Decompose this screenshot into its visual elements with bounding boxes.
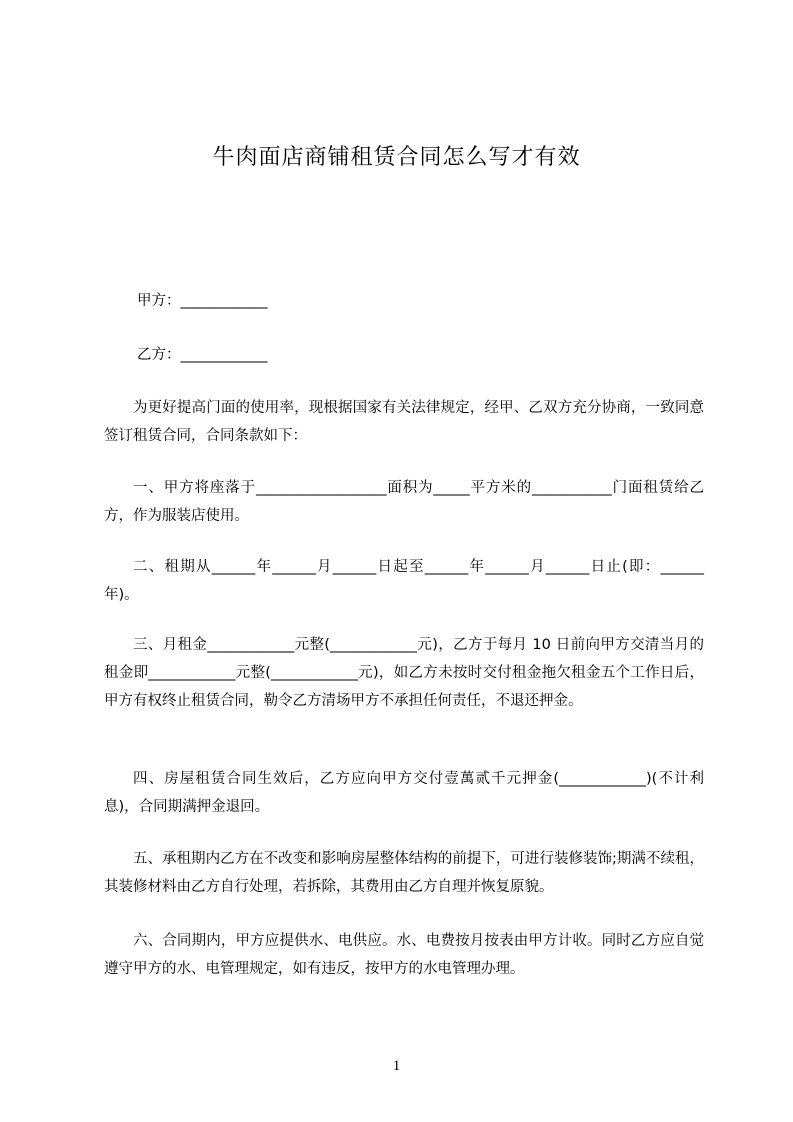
paragraph-clause-5: 五、承租期内乙方在不改变和影响房屋整体结构的前提下，可进行装修装饰;期满不续租，其装修材料由乙方自行处理，若拆除，其费用由乙方自理并恢复原貌。 xyxy=(104,851,704,895)
party-a-line: 甲方：____________ xyxy=(137,293,268,309)
paragraph-clause-4: 四、房屋租赁合同生效后，乙方应向甲方交付壹萬贰千元押金(____________)(不计利息)，合同期满押金退回。 xyxy=(104,771,704,815)
document-title: 牛肉面店商铺租赁合同怎么写才有效 xyxy=(212,145,581,170)
page-number: 1 xyxy=(392,1058,401,1074)
paragraph-clause-6: 六、合同期内，甲方应提供水、电供应。水、电费按月按表由甲方计收。同时乙方应自觉遵守甲方的水、电管理规定，如有违反，按甲方的水电管理办理。 xyxy=(104,933,704,977)
paragraph-clause-1: 一、甲方将座落于__________________面积为_____平方米的___________门面租赁给乙方，作为服装店使用。 xyxy=(104,480,704,524)
paragraph-intro: 为更好提高门面的使用率，现根据国家有关法律规定，经甲、乙双方充分协商，一致同意签订租赁合同，合同条款如下： xyxy=(104,400,704,444)
party-b-line: 乙方：____________ xyxy=(137,347,268,363)
paragraph-clause-3: 三、月租金____________元整(____________元)，乙方于每月 10 日前向甲方交清当月的租金即____________元整(____________元)，如乙方未按时交付租金拖欠租金五个工作日后，甲方有权终止租赁合同，勒令乙方清场甲方不承担任何责任，不退还押金。 xyxy=(104,637,704,709)
paragraph-clause-2: 二、租期从______年______月______日起至______年______月______日止(即：______年)。 xyxy=(104,559,704,603)
